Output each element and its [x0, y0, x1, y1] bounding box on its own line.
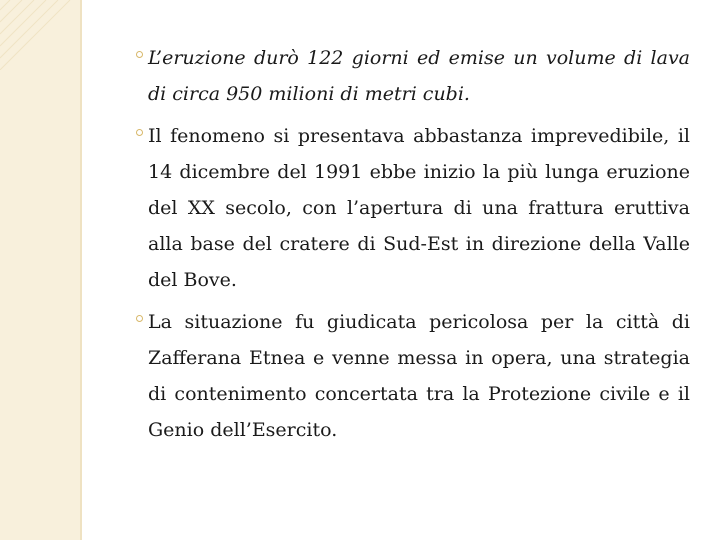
bullet-icon: [136, 129, 143, 136]
paragraph-1: [148, 40, 690, 112]
left-decorative-band: [0, 0, 80, 540]
bullet-icon: [136, 315, 143, 322]
corner-pattern-icon: [0, 0, 80, 70]
slide-body: [148, 40, 690, 454]
left-band-divider: [80, 0, 82, 540]
paragraph-1-text: L’eruzione durò 122 giorni ed emise un volume di lava di circa 950 milioni di metri cubi.: [148, 47, 690, 105]
paragraph-2-text: Il fenomeno si presentava abbastanza imprevedibile, il 14 dicembre del 1991 ebbe inizio la più lunga eruzione del XX secolo, con l’apertura di una frattura eruttiva alla base del cratere di Sud-Est in direzione della Valle del Bove.: [148, 125, 690, 291]
paragraph-3-text: La situazione fu giudicata pericolosa per la città di Zafferana Etnea e venne messa in opera, una strategia di contenimento concertata tra la Protezione civile e il Genio dell’Esercito.: [148, 311, 690, 441]
paragraph-2: [148, 118, 690, 298]
paragraph-3: [148, 304, 690, 448]
bullet-icon: [136, 51, 143, 58]
